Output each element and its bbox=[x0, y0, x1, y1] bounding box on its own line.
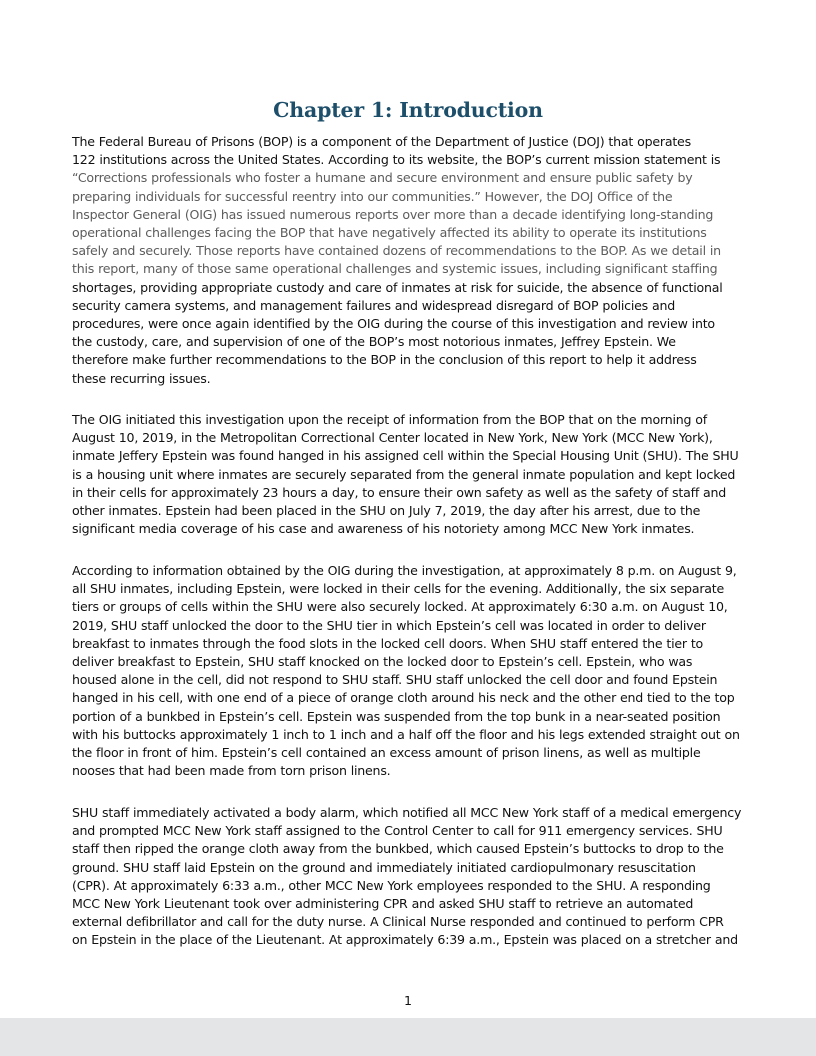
paragraph-1 bbox=[72, 133, 744, 388]
paragraph-line: the custody, care, and supervision of one of the BOP’s most notorious inmates, Jeffrey Epstein. We bbox=[72, 334, 676, 350]
paragraph-line: the floor in front of him. Epstein’s cell contained an excess amount of prison linens, as well as multiple bbox=[72, 745, 701, 761]
paragraph-line: these recurring issues. bbox=[72, 370, 211, 386]
paragraph-line: other inmates. Epstein had been placed in the SHU on July 7, 2019, the day after his arrest, due to the bbox=[72, 503, 701, 519]
paragraph-line: security camera systems, and management failures and widespread disregard of BOP policies and bbox=[72, 297, 676, 313]
paragraph-2 bbox=[72, 411, 744, 538]
paragraph-line: this report, many of those same operational challenges and systemic issues, including significant staffing bbox=[72, 261, 718, 277]
paragraph-line: tiers or groups of cells within the SHU were also securely locked. At approximately 6:30 a.m. on August 10, bbox=[72, 599, 728, 615]
paragraph-line: 2019, SHU staff unlocked the door to the SHU tier in which Epstein’s cell was located in order to deliver bbox=[72, 617, 706, 633]
paragraph-line: all SHU inmates, including Epstein, were locked in their cells for the evening. Additionally, the six separate bbox=[72, 581, 725, 597]
paragraph-line: The OIG initiated this investigation upon the receipt of information from the BOP that on the morning of bbox=[72, 412, 707, 427]
paragraph-line: “Corrections professionals who foster a humane and secure environment and ensure public safety by bbox=[72, 170, 693, 186]
paragraph-line: external defibrillator and call for the duty nurse. A Clinical Nurse responded and continued to perform CPR bbox=[72, 914, 724, 930]
paragraph-line: in their cells for approximately 23 hours a day, to ensure their own safety as well as the safety of staff and bbox=[72, 484, 727, 500]
paragraph-3 bbox=[72, 562, 744, 780]
paragraph-line: According to information obtained by the OIG during the investigation, at approximately 8 p.m. on August 9, bbox=[72, 563, 737, 578]
paragraph-line: staff then ripped the orange cloth away from the bunkbed, which caused Epstein’s buttocks to drop to the bbox=[72, 841, 724, 857]
paragraph-line: with his buttocks approximately 1 inch to 1 inch and a half off the floor and his legs extended straight out on bbox=[72, 726, 740, 742]
paragraph-4 bbox=[72, 804, 744, 950]
paragraph-line: preparing individuals for successful reentry into our communities.” However, the DOJ Office of the bbox=[72, 188, 673, 204]
paragraph-line: hanged in his cell, with one end of a piece of orange cloth around his neck and the other end tied to the top bbox=[72, 690, 735, 706]
paragraph-line: MCC New York Lieutenant took over administering CPR and asked SHU staff to retrieve an automated bbox=[72, 896, 694, 912]
paragraph-line: deliver breakfast to Epstein, SHU staff knocked on the locked door to Epstein’s cell. Epstein, who was bbox=[72, 654, 693, 670]
paragraph-line: inmate Jeffery Epstein was found hanged in his assigned cell within the Special Housing Unit (SHU). The SHU bbox=[72, 448, 739, 464]
chapter-title: Chapter 1: Introduction bbox=[273, 98, 543, 122]
paragraph-line: breakfast to inmates through the food slots in the locked cell doors. When SHU staff entered the tier to bbox=[72, 635, 704, 651]
paragraph-line: housed alone in the cell, did not respond to SHU staff. SHU staff unlocked the cell door and found Epstein bbox=[72, 672, 718, 688]
paragraph-line: portion of a bunkbed in Epstein’s cell. Epstein was suspended from the top bunk in a near-seated position bbox=[72, 708, 721, 724]
page-number: 1 bbox=[403, 993, 412, 1008]
paragraph-line: safely and securely. Those reports have contained dozens of recommendations to the BOP. As we detail in bbox=[72, 243, 721, 259]
paragraph-line: SHU staff immediately activated a body alarm, which notified all MCC New York staff of a medical emergency bbox=[72, 805, 742, 820]
paragraph-line: Inspector General (OIG) has issued numerous reports over more than a decade identifying long-standing bbox=[72, 206, 714, 222]
paragraph-line: The Federal Bureau of Prisons (BOP) is a component of the Department of Justice (DOJ) that operates bbox=[72, 134, 691, 149]
paragraph-line: ground. SHU staff laid Epstein on the ground and immediately initiated cardiopulmonary resuscitation bbox=[72, 859, 696, 875]
paragraph-line: nooses that had been made from torn prison linens. bbox=[72, 763, 391, 779]
paragraph-line: procedures, were once again identified by the OIG during the course of this investigation and review into bbox=[72, 316, 715, 332]
paragraph-line: on Epstein in the place of the Lieutenant. At approximately 6:39 a.m., Epstein was placed on a stretcher and bbox=[72, 932, 738, 948]
paragraph-line: therefore make further recommendations to the BOP in the conclusion of this report to help it address bbox=[72, 352, 697, 368]
paragraph-line: is a housing unit where inmates are securely separated from the general inmate population and kept locked bbox=[72, 466, 736, 482]
paragraph-line: August 10, 2019, in the Metropolitan Correctional Center located in New York, New York (MCC New York), bbox=[72, 430, 713, 446]
paragraph-line: operational challenges facing the BOP that have negatively affected its ability to operate its institutions bbox=[72, 225, 707, 241]
paragraph-line: shortages, providing appropriate custody and care of inmates at risk for suicide, the absence of functional bbox=[72, 279, 723, 295]
paragraph-line: (CPR). At approximately 6:33 a.m., other MCC New York employees responded to the SHU. A responding bbox=[72, 877, 711, 893]
paragraph-line: significant media coverage of his case and awareness of his notoriety among MCC New York inmates. bbox=[72, 521, 695, 537]
paragraph-line: 122 institutions across the United States. According to its website, the BOP’s current mission statement is bbox=[72, 152, 721, 168]
paragraph-line: and prompted MCC New York staff assigned to the Control Center to call for 911 emergency services. SHU bbox=[72, 823, 723, 839]
